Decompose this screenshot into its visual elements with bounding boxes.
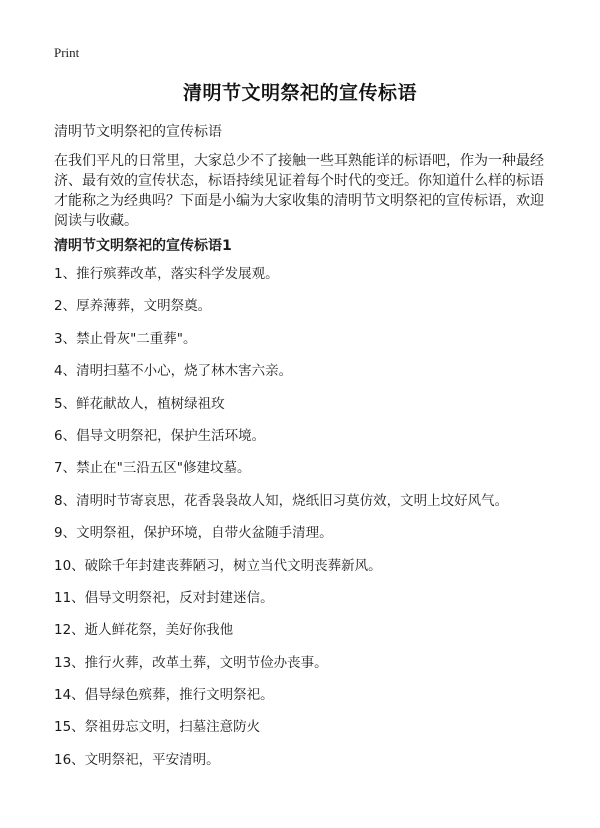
print-link[interactable]: Print xyxy=(54,45,80,60)
slogan-item: 13、推行火葬，改革土葬，文明节俭办丧事。 xyxy=(54,654,328,671)
slogan-item: 7、禁止在"三沿五区"修建坟墓。 xyxy=(54,460,251,477)
article-subtitle: 清明节文明祭祀的宣传标语 xyxy=(54,124,222,140)
slogan-item: 1、推行殡葬改革，落实科学发展观。 xyxy=(54,266,279,282)
slogan-list xyxy=(54,264,508,782)
slogan-item: 4、清明扫墓不小心，烧了林木害六亲。 xyxy=(54,363,293,380)
slogan-item: 14、倡导绿色殡葬，推行文明祭祀。 xyxy=(54,687,274,704)
slogan-item: 12、逝人鲜花祭，美好你我他 xyxy=(54,622,234,639)
slogan-item: 10、破除千年封建丧葬陋习，树立当代文明丧葬新风。 xyxy=(54,557,382,574)
slogan-item: 15、祭祖毋忘文明，扫墓注意防火 xyxy=(54,719,261,736)
slogan-item: 9、文明祭祖，保护环境，自带火盆随手清理。 xyxy=(54,525,333,542)
slogan-item: 16、文明祭祀，平安清明。 xyxy=(54,751,220,768)
slogan-item: 6、倡导文明祭祀，保护生活环境。 xyxy=(54,427,266,444)
slogan-item: 2、厚养薄葬，文明祭奠。 xyxy=(54,298,212,315)
intro-paragraph: 在我们平凡的日常里，大家总少不了接触一些耳熟能详的标语吧，作为一种最经济、最有效的宣传状态，标语持续见证着每个时代的变迁。你知道什么样的标语才能称之为经典吗？下面是小编为大家收集的清明节文明祭祀的宣传标语，欢迎阅读与收藏。 xyxy=(54,153,544,229)
section-heading: 清明节文明祭祀的宣传标语1 xyxy=(54,238,232,254)
page-title: 清明节文明祭祀的宣传标语 xyxy=(182,82,417,104)
slogan-item: 5、鲜花献故人，植树绿祖玫 xyxy=(54,395,225,412)
slogan-item: 11、倡导文明祭祀，反对封建迷信。 xyxy=(54,589,274,606)
slogan-item: 8、清明时节寄哀思，花香袅袅故人知，烧纸旧习莫仿效，文明上坟好风气。 xyxy=(54,492,509,509)
slogan-item: 3、禁止骨灰"二重葬"。 xyxy=(54,330,197,347)
